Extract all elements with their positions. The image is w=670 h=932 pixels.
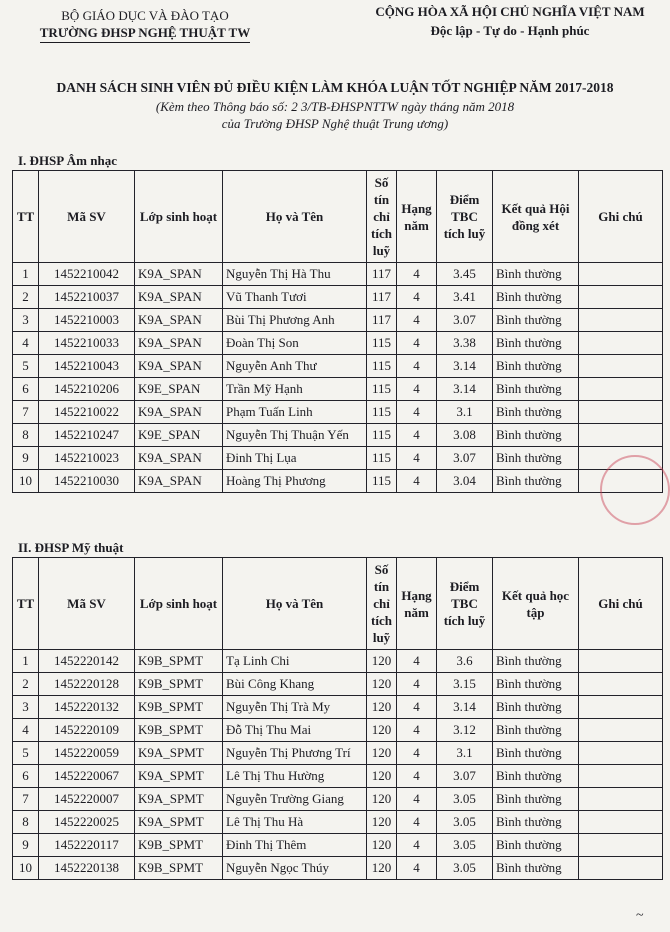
header-left (30, 8, 260, 43)
column-header: Kết quả Hội đồng xét (493, 171, 579, 263)
table-cell: Lê Thị Thu Hường (223, 765, 367, 788)
table-cell: 4 (397, 355, 437, 378)
table-cell: Đinh Thị Lụa (223, 447, 367, 470)
table-cell: 4 (397, 719, 437, 742)
table-cell: 1452210033 (39, 332, 135, 355)
official-stamp (600, 455, 670, 525)
section-2-table (12, 557, 663, 880)
column-header: Mã SV (39, 171, 135, 263)
table-cell: Phạm Tuấn Linh (223, 401, 367, 424)
table-cell: 3.38 (437, 332, 493, 355)
table-cell: 120 (367, 765, 397, 788)
table-cell: 4 (397, 788, 437, 811)
table-cell: Vũ Thanh Tươi (223, 286, 367, 309)
table-cell: 4 (13, 332, 39, 355)
table-cell: Bình thường (493, 857, 579, 880)
table-cell: 1452220059 (39, 742, 135, 765)
table-cell: K9E_SPAN (135, 424, 223, 447)
table-cell: 4 (397, 424, 437, 447)
table-cell: Bùi Thị Phương Anh (223, 309, 367, 332)
table-cell (579, 424, 663, 447)
table-row (13, 765, 663, 788)
table-cell: 8 (13, 811, 39, 834)
table-cell: Đỗ Thị Thu Mai (223, 719, 367, 742)
table-cell: K9E_SPAN (135, 378, 223, 401)
column-header: TT (13, 171, 39, 263)
table-cell: Bình thường (493, 742, 579, 765)
table-cell: Đoàn Thị Son (223, 332, 367, 355)
table-cell: 3.41 (437, 286, 493, 309)
table-cell: 7 (13, 401, 39, 424)
table-cell: 3.07 (437, 447, 493, 470)
table-cell (579, 696, 663, 719)
table-row (13, 696, 663, 719)
table-cell (579, 742, 663, 765)
table-cell: 4 (397, 742, 437, 765)
table-cell: 3.1 (437, 401, 493, 424)
column-header: Ghi chú (579, 558, 663, 650)
table-cell: 1452210042 (39, 263, 135, 286)
table-cell: K9B_SPMT (135, 857, 223, 880)
table-cell: 117 (367, 286, 397, 309)
table-row (13, 788, 663, 811)
table-cell: 1452220007 (39, 788, 135, 811)
table-cell: Bình thường (493, 447, 579, 470)
table-cell (579, 765, 663, 788)
table-cell: Bình thường (493, 263, 579, 286)
table-cell: 6 (13, 378, 39, 401)
table-cell: Nguyễn Thị Trà My (223, 696, 367, 719)
table-cell: 3.05 (437, 811, 493, 834)
table-cell: 4 (397, 286, 437, 309)
table-cell: 3.05 (437, 857, 493, 880)
subtitle-line-2: của Trường ĐHSP Nghệ thuật Trung ương) (221, 116, 449, 131)
table-cell: Bình thường (493, 309, 579, 332)
table-cell: 120 (367, 696, 397, 719)
table-cell: 4 (397, 447, 437, 470)
table-cell: Bình thường (493, 811, 579, 834)
table-cell: K9B_SPMT (135, 719, 223, 742)
table-cell: 1452220138 (39, 857, 135, 880)
table-cell: 3.07 (437, 309, 493, 332)
column-header: Kết quả học tập (493, 558, 579, 650)
column-header: Ghi chú (579, 171, 663, 263)
table-cell: 120 (367, 719, 397, 742)
table-cell: 1 (13, 263, 39, 286)
table-cell: 120 (367, 788, 397, 811)
table-cell: 115 (367, 355, 397, 378)
table-cell: 117 (367, 263, 397, 286)
table-cell: K9A_SPAN (135, 401, 223, 424)
table-cell (579, 378, 663, 401)
table-row (13, 286, 663, 309)
table-cell: 115 (367, 332, 397, 355)
table-cell: Nguyễn Thị Thuận Yến (223, 424, 367, 447)
table-cell (579, 332, 663, 355)
table-cell: 1452210247 (39, 424, 135, 447)
table-cell: K9A_SPMT (135, 742, 223, 765)
table-cell: 3.05 (437, 788, 493, 811)
table-row (13, 447, 663, 470)
table-cell (579, 650, 663, 673)
table-cell: 3.1 (437, 742, 493, 765)
table-cell: 3.12 (437, 719, 493, 742)
table-cell: 10 (13, 470, 39, 493)
table-row (13, 673, 663, 696)
table-cell (579, 263, 663, 286)
school-name: TRƯỜNG ĐHSP NGHỆ THUẬT TW (40, 25, 250, 43)
table-cell: 115 (367, 424, 397, 447)
table-cell: Bình thường (493, 719, 579, 742)
table-row (13, 834, 663, 857)
ministry-name: BỘ GIÁO DỤC VÀ ĐÀO TẠO (61, 8, 229, 23)
table-row (13, 742, 663, 765)
table-cell: 4 (397, 673, 437, 696)
table-cell: 9 (13, 834, 39, 857)
table-cell: 1452210037 (39, 286, 135, 309)
table-cell: Bình thường (493, 332, 579, 355)
table-cell: Tạ Linh Chi (223, 650, 367, 673)
table-cell: Bình thường (493, 424, 579, 447)
table-cell: 4 (397, 696, 437, 719)
table-cell: K9A_SPAN (135, 470, 223, 493)
column-header: Họ và Tên (223, 171, 367, 263)
table-cell: 4 (397, 834, 437, 857)
table-cell: Bùi Công Khang (223, 673, 367, 696)
table-row (13, 309, 663, 332)
table-cell: 120 (367, 673, 397, 696)
column-header: Hạng năm (397, 171, 437, 263)
table-cell: 1452220128 (39, 673, 135, 696)
table-cell: Bình thường (493, 650, 579, 673)
table-cell: K9A_SPMT (135, 811, 223, 834)
table-cell: Bình thường (493, 378, 579, 401)
table-cell (579, 811, 663, 834)
table-row (13, 811, 663, 834)
table-cell: K9A_SPAN (135, 263, 223, 286)
table-cell: Nguyễn Anh Thư (223, 355, 367, 378)
table-cell: 4 (397, 650, 437, 673)
table-cell: 8 (13, 424, 39, 447)
table-cell: Nguyễn Thị Phương Trí (223, 742, 367, 765)
table-cell (579, 788, 663, 811)
table-cell (579, 286, 663, 309)
table-row (13, 424, 663, 447)
table-cell: 3.6 (437, 650, 493, 673)
table-cell: 120 (367, 811, 397, 834)
table-cell: K9B_SPMT (135, 673, 223, 696)
table-row (13, 378, 663, 401)
table-cell: 3.04 (437, 470, 493, 493)
table-cell: Nguyễn Trường Giang (223, 788, 367, 811)
table-header-row (13, 558, 663, 650)
table-cell: 5 (13, 742, 39, 765)
column-header: Số tín chỉ tích luỹ (367, 558, 397, 650)
table-cell: 3 (13, 696, 39, 719)
table-cell: K9A_SPAN (135, 309, 223, 332)
document-subtitle (0, 98, 670, 132)
table-cell: 115 (367, 470, 397, 493)
table-row (13, 650, 663, 673)
table-cell: 3 (13, 309, 39, 332)
table-cell: Bình thường (493, 470, 579, 493)
table-cell: 1452210043 (39, 355, 135, 378)
section-1-table (12, 170, 663, 493)
column-header: Lớp sinh hoạt (135, 558, 223, 650)
table-cell: 3.14 (437, 696, 493, 719)
table-cell (579, 401, 663, 424)
table-cell: Nguyễn Thị Hà Thu (223, 263, 367, 286)
table-row (13, 470, 663, 493)
table-cell: K9A_SPAN (135, 447, 223, 470)
table-cell: 1452210023 (39, 447, 135, 470)
table-cell (579, 834, 663, 857)
table-cell: Bình thường (493, 765, 579, 788)
table-cell: 3.07 (437, 765, 493, 788)
table-cell: K9A_SPAN (135, 355, 223, 378)
table-cell: Lê Thị Thu Hà (223, 811, 367, 834)
table-cell: Bình thường (493, 286, 579, 309)
table-cell: 1452210003 (39, 309, 135, 332)
table-cell: 1452220117 (39, 834, 135, 857)
table-cell: 4 (397, 332, 437, 355)
table-cell: K9A_SPAN (135, 332, 223, 355)
table-cell: 120 (367, 834, 397, 857)
table-cell: 2 (13, 286, 39, 309)
table-cell: 4 (397, 811, 437, 834)
table-cell: Trần Mỹ Hạnh (223, 378, 367, 401)
table-cell: Bình thường (493, 355, 579, 378)
table-cell: K9B_SPMT (135, 834, 223, 857)
table-cell: Hoàng Thị Phương (223, 470, 367, 493)
table-cell: 1452210022 (39, 401, 135, 424)
column-header: Số tín chỉ tích luỹ (367, 171, 397, 263)
table-cell: Bình thường (493, 696, 579, 719)
country-name: CỘNG HÒA XÃ HỘI CHỦ NGHĨA VIỆT NAM (375, 4, 645, 19)
table-cell: 3.14 (437, 378, 493, 401)
table-cell: Bình thường (493, 834, 579, 857)
table-cell: 4 (397, 378, 437, 401)
table-row (13, 857, 663, 880)
table-cell: 4 (397, 857, 437, 880)
table-cell: 4 (397, 309, 437, 332)
page-mark: ~ (636, 908, 644, 923)
table-cell: 1452220109 (39, 719, 135, 742)
table-cell: K9B_SPMT (135, 650, 223, 673)
column-header: Điểm TBC tích luỹ (437, 171, 493, 263)
column-header: Hạng năm (397, 558, 437, 650)
table-cell: 115 (367, 378, 397, 401)
table-cell: 4 (397, 263, 437, 286)
subtitle-line-1: (Kèm theo Thông báo số: 2 3/TB-ĐHSPNTTW ngày tháng năm 2018 (155, 99, 515, 114)
table-cell (579, 309, 663, 332)
table-row (13, 355, 663, 378)
table-cell: 4 (13, 719, 39, 742)
table-cell: 3.15 (437, 673, 493, 696)
table-cell: 117 (367, 309, 397, 332)
header-right (350, 4, 670, 39)
table-cell: Bình thường (493, 788, 579, 811)
table-cell (579, 355, 663, 378)
table-cell: 3.08 (437, 424, 493, 447)
table-cell: 120 (367, 742, 397, 765)
table-cell: K9A_SPMT (135, 788, 223, 811)
table-cell: 5 (13, 355, 39, 378)
section-1-title: I. ĐHSP Âm nhạc (18, 153, 117, 168)
table-cell: 3.05 (437, 834, 493, 857)
table-row (13, 401, 663, 424)
table-cell: 2 (13, 673, 39, 696)
table-cell: 1452220025 (39, 811, 135, 834)
table-cell: K9A_SPMT (135, 765, 223, 788)
table-row (13, 263, 663, 286)
table-cell: 6 (13, 765, 39, 788)
section-2-title: II. ĐHSP Mỹ thuật (18, 540, 124, 555)
table-cell: 1452220132 (39, 696, 135, 719)
table-cell: K9B_SPMT (135, 696, 223, 719)
table-cell: 9 (13, 447, 39, 470)
table-cell: Bình thường (493, 673, 579, 696)
table-row (13, 332, 663, 355)
table-cell (579, 719, 663, 742)
table-row (13, 719, 663, 742)
table-cell: 4 (397, 401, 437, 424)
table-cell: Bình thường (493, 401, 579, 424)
column-header: Điểm TBC tích luỹ (437, 558, 493, 650)
table-cell: 4 (397, 765, 437, 788)
table-cell: K9A_SPAN (135, 286, 223, 309)
table-cell: 3.14 (437, 355, 493, 378)
table-cell: 10 (13, 857, 39, 880)
table-cell: 3.45 (437, 263, 493, 286)
column-header: TT (13, 558, 39, 650)
table-cell: 115 (367, 447, 397, 470)
table-cell: 1452210206 (39, 378, 135, 401)
table-cell: 4 (397, 470, 437, 493)
column-header: Họ và Tên (223, 558, 367, 650)
table-cell: 1452220067 (39, 765, 135, 788)
column-header: Lớp sinh hoạt (135, 171, 223, 263)
table-header-row (13, 171, 663, 263)
table-cell: 1452220142 (39, 650, 135, 673)
table-cell: Nguyễn Ngọc Thúy (223, 857, 367, 880)
table-cell (579, 857, 663, 880)
table-cell: 7 (13, 788, 39, 811)
table-cell: 115 (367, 401, 397, 424)
national-motto: Độc lập - Tự do - Hạnh phúc (430, 23, 590, 38)
table-cell: 1 (13, 650, 39, 673)
table-cell: Đinh Thị Thêm (223, 834, 367, 857)
table-cell: 120 (367, 650, 397, 673)
document-title: DANH SÁCH SINH VIÊN ĐỦ ĐIỀU KIỆN LÀM KHÓA LUẬN TỐT NGHIỆP NĂM 2017-2018 (56, 80, 614, 95)
column-header: Mã SV (39, 558, 135, 650)
table-cell (579, 673, 663, 696)
table-cell: 120 (367, 857, 397, 880)
table-cell: 1452210030 (39, 470, 135, 493)
